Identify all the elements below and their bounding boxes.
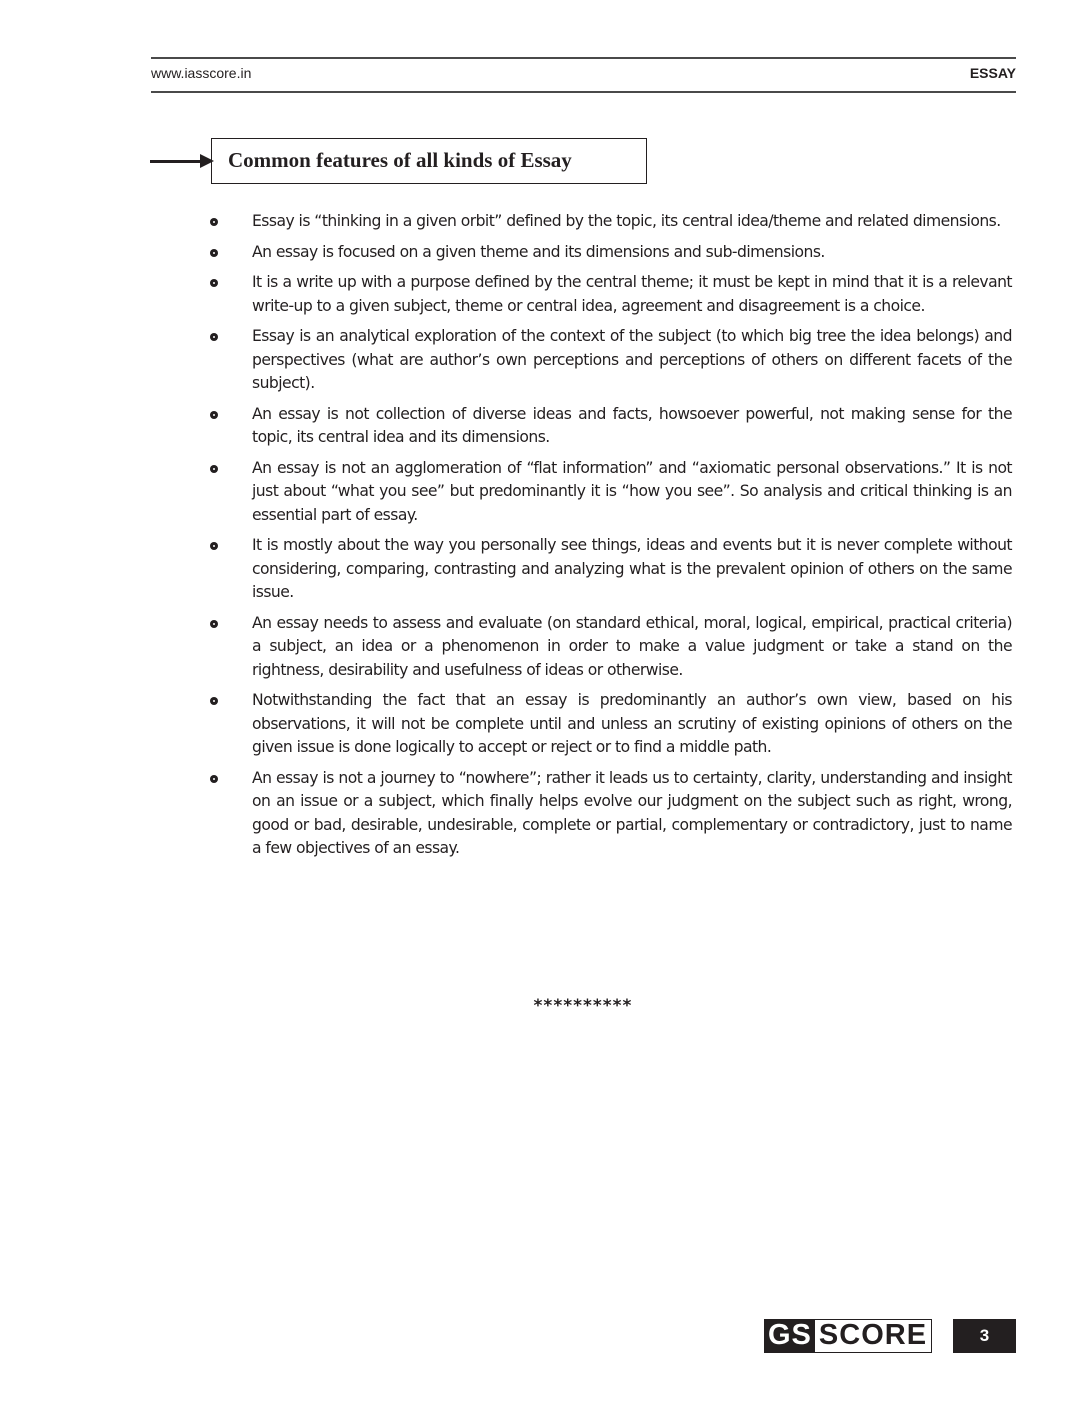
section-separator: **********	[533, 996, 633, 1016]
list-item	[210, 612, 1012, 683]
circle-dot-bullet-icon	[210, 279, 218, 287]
list-item	[210, 534, 1012, 605]
section-label: ESSAY	[969, 65, 1016, 81]
list-item	[210, 325, 1012, 396]
circle-dot-bullet-icon	[210, 697, 218, 705]
list-item-text: An essay is not collection of diverse ideas and facts, howsoever powerful, not making sense for the topic, its central idea and its dimensions.	[252, 404, 1012, 446]
list-item-text: Essay is an analytical exploration of the context of the subject (to which big tree the idea belongs) and perspectives (what are author’s own perceptions and perceptions of others on different facets of the subject).	[252, 327, 1012, 392]
list-item-text: It is a write up with a purpose defined by the central theme; it must be kept in mind that it is a relevant write-up to a given subject, theme or central idea, agreement and disagreement is a choice.	[252, 273, 1012, 315]
list-item-text: An essay needs to assess and evaluate (on standard ethical, moral, logical, empirical, practical criteria) a subject, an idea or a phenomenon in order to make a value judgment or take a stand on the rightness, desirability and usefulness of ideas or otherwise.	[252, 613, 1012, 679]
gsscore-logo	[764, 1319, 932, 1353]
list-item-text: An essay is focused on a given theme and its dimensions and sub-dimensions.	[252, 242, 825, 261]
logo-score: SCORE	[818, 1319, 928, 1351]
page-header	[151, 57, 1016, 93]
section-title-box	[211, 138, 647, 184]
page-number: 3	[953, 1319, 1016, 1353]
list-item	[210, 767, 1012, 861]
website-url: www.iasscore.in	[151, 65, 252, 81]
logo-gs: GS	[765, 1320, 815, 1352]
list-item	[210, 271, 1012, 318]
list-item	[210, 241, 1012, 265]
circle-dot-bullet-icon	[210, 218, 218, 226]
features-list	[210, 210, 1012, 868]
list-item-text: An essay is not an agglomeration of “flat information” and “axiomatic personal observations.” It is not just about “what you see” but predominantly it is “how you see”. So analysis and critical thinking is an essential part of essay.	[252, 458, 1012, 524]
list-item	[210, 403, 1012, 450]
list-item-text: An essay is not a journey to “nowhere”; rather it leads us to certainty, clarity, understanding and insight on an issue or a subject, which finally helps evolve our judgment on the subject such as right, wrong, good or bad, desirable, undesirable, complete or partial, complementary or contradictory, just to name a few objectives of an essay.	[252, 768, 1012, 857]
circle-dot-bullet-icon	[210, 465, 218, 473]
circle-dot-bullet-icon	[210, 775, 218, 783]
circle-dot-bullet-icon	[210, 411, 218, 419]
circle-dot-bullet-icon	[210, 542, 218, 550]
list-item	[210, 457, 1012, 528]
circle-dot-bullet-icon	[210, 333, 218, 341]
list-item	[210, 689, 1012, 760]
list-item-text: Essay is “thinking in a given orbit” defined by the topic, its central idea/theme and related dimensions.	[252, 212, 1001, 230]
list-item-text: It is mostly about the way you personally see things, ideas and events but it is never complete without considering, comparing, contrasting and analyzing what is the prevalent opinion of others on the same issue.	[252, 536, 1012, 601]
section-title: Common features of all kinds of Essay	[228, 148, 572, 172]
circle-dot-bullet-icon	[210, 249, 218, 257]
circle-dot-bullet-icon	[210, 620, 218, 628]
list-item-text: Notwithstanding the fact that an essay is predominantly an author’s own view, based on his observations, it will not be complete until and unless an scrutiny of existing opinions of others on the given issue is done logically to accept or reject or to find a middle path.	[252, 691, 1012, 756]
list-item	[210, 210, 1012, 234]
